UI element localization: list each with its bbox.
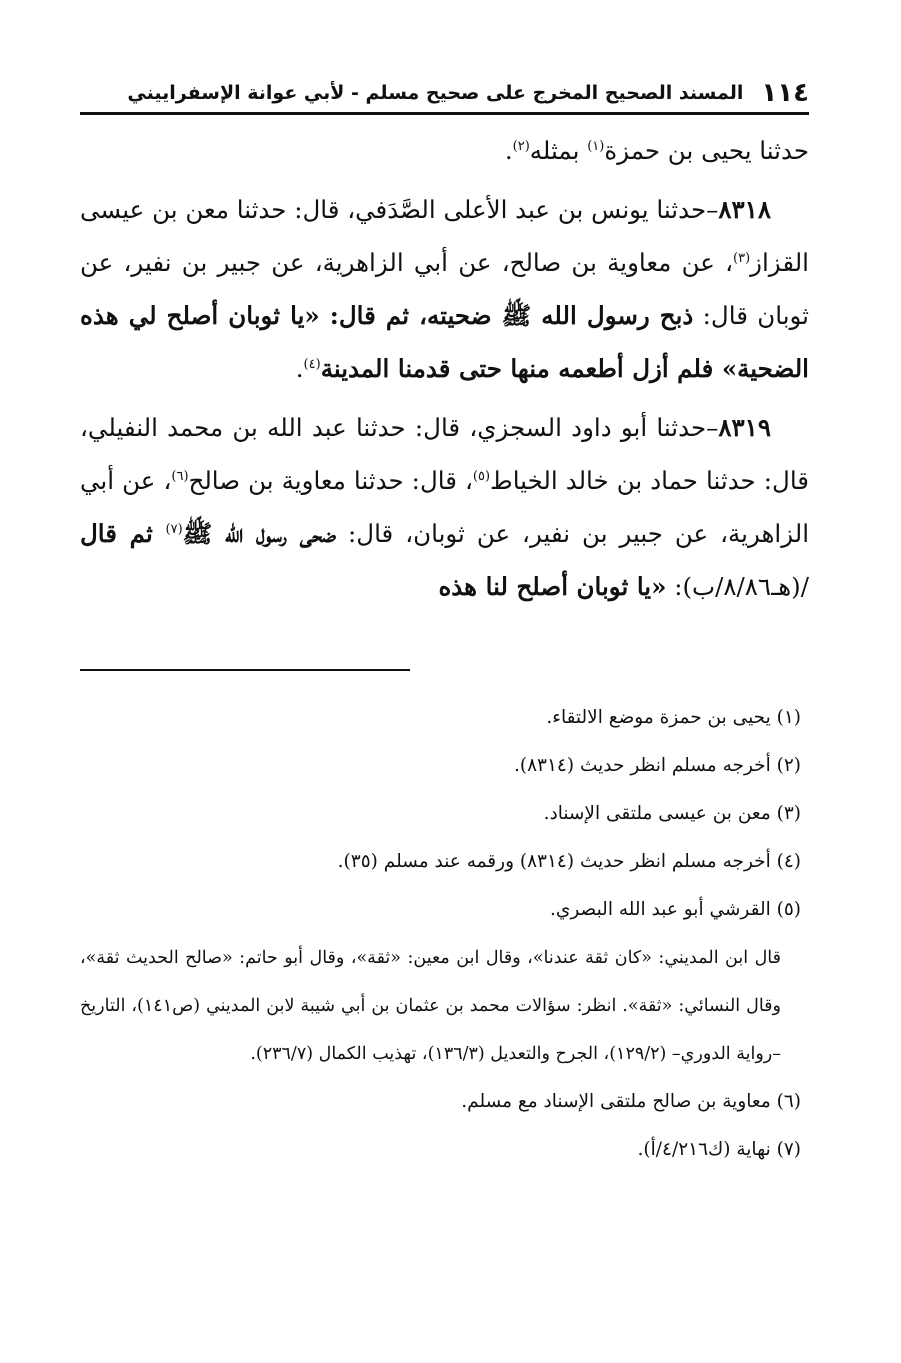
page-number: ١١٤ [761, 78, 809, 108]
footnote-5: (٥) القرشي أبو عبد الله البصري. [549, 899, 801, 920]
manuscript-marker: /(هـ٨/٨٦/ب): [666, 572, 809, 601]
continuation-line: حدثنا يحيى بن حمزة$^{(١)}$ بمثله$^{(٢)}$. [504, 136, 809, 165]
footnote-4: (٤) أخرجه مسلم انظر حديث (٨٣١٤) ورقمه عند مسلم (٣٥). [337, 851, 801, 872]
page-header [80, 74, 809, 108]
footnotes [80, 694, 801, 1174]
header-divider [80, 112, 809, 115]
footnote-5-continuation: قال ابن المديني: «كان ثقة عندنا»، وقال ابن معين: «ثقة»، وقال أبو حاتم: «صالح الحديث ثقة»، وقال النسائي: «ثقة». انظر: سؤالات محمد بن عثمان بن أبي شيبة لابن المديني (ص١٤١)، التاريخ –رواية الدوري– (١٢٩/٢)، الجرح والتعديل (١٣٦/٣)، تهذيب الكمال (٢٣٦/٧). [80, 948, 781, 1064]
hadith-number: ٨٣١٩ [718, 413, 771, 442]
matn-text: «يا ثوبان أصلح لنا هذه [438, 572, 667, 601]
footnote-ref-3[interactable]: (٣) [733, 250, 751, 266]
footnote-ref-5[interactable]: (٥) [472, 468, 491, 484]
hadith-8318: ٨٣١٨–حدثنا يونس بن عبد الأعلى الصَّدَفي، قال: حدثنا معن بن عيسى القزاز$^{(٣)}$، عن معاوية بن صالح، عن أبي الزاهرية، عن جبير بن نفير، عن ثوبان قال: ذبح رسول الله ﷺ ضحيته، ثم قال: «يا ثوبان أصلح لي هذه الضحية» فلم أزل أطعمه منها حتى قدمنا المدينة$^{(٤)}$. [80, 195, 810, 383]
footnote-3: (٣) معن بن عيسى ملتقى الإسناد. [543, 803, 801, 824]
footnote-2: (٢) أخرجه مسلم انظر حديث (٨٣١٤). [514, 755, 801, 776]
matn-text: ضحى رسول الله ﷺ [182, 519, 337, 548]
footnote-ref-2[interactable]: (٢) [512, 138, 530, 154]
footnote-ref-1[interactable]: (١) [587, 138, 605, 154]
main-text [80, 124, 809, 613]
footnote-ref-7[interactable]: (٧) [165, 521, 183, 537]
footnote-6: (٦) معاوية بن صالح ملتقى الإسناد مع مسلم. [461, 1091, 801, 1112]
footnote-ref-6[interactable]: (٦) [171, 468, 189, 484]
matn-text: ذبح رسول الله ﷺ ضحيته، ثم قال: «يا ثوبان أصلح لي هذه الضحية» فلم أزل أطعمه منها حتى قدمنا المدينة [80, 301, 809, 383]
footnote-7: (٧) نهاية (ك٤/٢١٦/أ). [637, 1139, 801, 1160]
footnote-divider [80, 669, 410, 671]
footnote-1: (١) يحيى بن حمزة موضع الالتقاء. [546, 707, 801, 728]
footnote-ref-4[interactable]: (٤) [303, 356, 321, 372]
hadith-number: ٨٣١٨ [718, 195, 771, 224]
hadith-8319: ٨٣١٩–حدثنا أبو داود السجزي، قال: حدثنا عبد الله بن محمد النفيلي، قال: حدثنا حماد بن خالد الخياط$^{(٥)}$، قال: حدثنا معاوية بن صالح$^{(٦)}$، عن أبي الزاهرية، عن جبير بن نفير، عن ثوبان، قال: ضحى رسول الله ﷺ$^{(٧)}$ ثم قال /(هـ٨/٨٦/ب): «يا ثوبان أصلح لنا هذه [80, 413, 810, 601]
running-title: المسند الصحيح المخرج على صحيح مسلم - لأبي عوانة الإسفراييني [127, 82, 744, 104]
